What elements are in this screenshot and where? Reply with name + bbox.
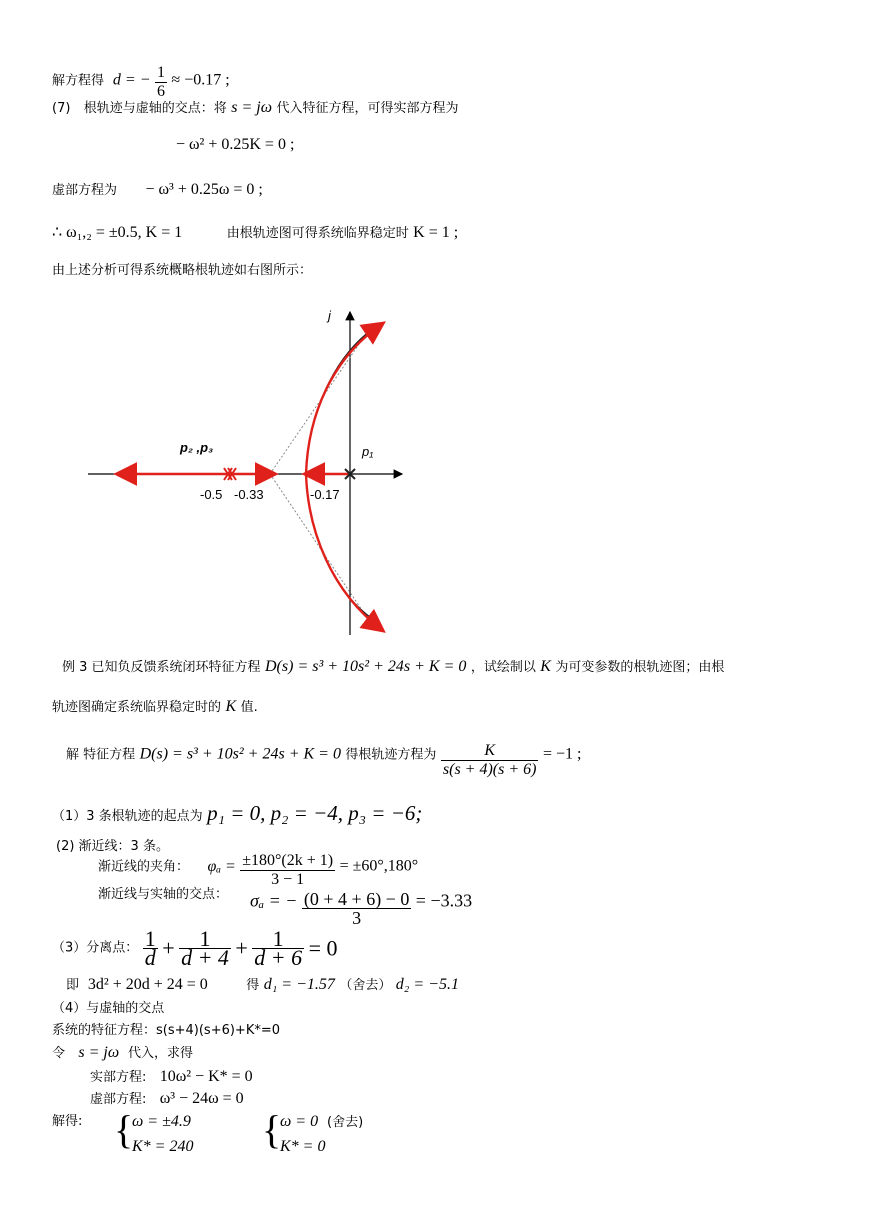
solution2-k: K* = 0 [280, 1138, 326, 1155]
math: D(s) = s³ + 10s² + 24s + K = 0 [139, 745, 341, 763]
math: ω³ − 24ω = 0 [159, 1090, 244, 1107]
math: s = jω [78, 1044, 120, 1061]
text: 令 [52, 1046, 66, 1061]
math: K [225, 698, 237, 715]
text: 渐近线的夹角： [98, 859, 190, 875]
denominator: d [144, 945, 156, 970]
breakaway-result-line [66, 976, 459, 995]
fraction-term3 [252, 926, 304, 970]
math: K [540, 658, 551, 675]
summary-line: 由上述分析可得系统概略根轨迹如右图所示： [52, 263, 313, 278]
text: 虚部方程: [90, 1092, 147, 1107]
text: 虚部方程为 [52, 183, 118, 198]
math: d₂ = −5.1 [395, 976, 459, 993]
math: ≈ −0.17 ; [171, 71, 230, 89]
fraction [302, 890, 411, 927]
text: 解 特征方程 [66, 747, 136, 763]
text: ，试绘制以 [470, 660, 536, 675]
solution1-omega: ω = ±4.9 [132, 1113, 191, 1130]
char-equation-line: 系统的特征方程：s(s+4)(s+6)+K*=0 [52, 1023, 281, 1038]
math: d₁ = −1.57 [263, 976, 335, 993]
text: 代入，求得 [128, 1046, 194, 1061]
real-part-line [90, 1068, 253, 1087]
brace-left-2: { [262, 1107, 282, 1152]
example3-statement-line2 [52, 698, 258, 717]
step3-line [52, 926, 338, 970]
text: 即 [66, 978, 80, 993]
math: D(s) = s³ + 10s² + 24s + K = 0 [265, 658, 467, 675]
numerator: (0 + 4 + 6) − 0 [303, 889, 410, 909]
fraction [155, 64, 167, 101]
denominator: s(s + 4)(s + 6) [442, 761, 537, 778]
breakaway-solution-line [52, 62, 230, 99]
solution2-omega-line [280, 1113, 363, 1132]
text: 例 3 已知负反馈系统闭环特征方程 [62, 660, 261, 675]
math: 10ω² − K* = 0 [159, 1068, 253, 1085]
real-equation: − ω² + 0.25K = 0 ; [176, 136, 295, 153]
denominator: 3 [352, 908, 362, 928]
pole-p23-label: p₂ ,p₃ [180, 440, 214, 455]
math: p₁ = 0, p₂ = −4, p₃ = −6; [207, 801, 423, 825]
asymptote-angle-line [98, 848, 419, 888]
locus-fraction [441, 742, 539, 779]
plus: + [235, 935, 248, 961]
critical-k-line [52, 224, 458, 243]
numerator: 1 [179, 930, 231, 949]
numerator: ±180°(2k + 1) [242, 852, 334, 869]
text: 为可变参数的根轨迹图；由根 [555, 660, 725, 675]
solve-label: 解得: [52, 1114, 83, 1129]
numerator: 1 [144, 926, 156, 951]
text: 得 [246, 978, 260, 993]
math: s = jω [231, 99, 273, 116]
text: 代入特征方程，可得实部方程为 [276, 101, 459, 116]
step7-line [52, 99, 458, 118]
tick-label-neg-0-5: -0.5 [200, 487, 223, 502]
text: 得根轨迹方程为 [345, 747, 437, 763]
denominator: 6 [156, 83, 165, 100]
step2-label: (2) 渐近线：3 条。 [56, 839, 169, 854]
text: 值. [240, 700, 258, 715]
asymptote-cross-eq [250, 884, 473, 928]
fraction-term2 [179, 926, 231, 970]
denominator: d + 4 [181, 945, 229, 970]
tick-label-neg-0-33: -0.33 [234, 487, 264, 502]
pole-p1-label: p₁ [362, 444, 374, 459]
text: 根轨迹与虚轴的交点：将 [83, 101, 227, 116]
solution1-k: K* = 240 [132, 1138, 194, 1155]
math: φₐ = [207, 857, 236, 875]
math: d = − [112, 71, 151, 89]
solution-line [66, 736, 582, 778]
step-label: (7) [52, 101, 71, 116]
math: K = 1 ; [413, 224, 459, 241]
brace-left-1: { [114, 1107, 134, 1152]
root-locus-figure [80, 300, 420, 640]
step4-label: （4）与虚轴的交点 [52, 1001, 165, 1016]
text: 实部方程: [90, 1070, 147, 1085]
text: 轨迹图确定系统临界稳定时的 [52, 700, 222, 715]
substitution-line [52, 1044, 193, 1063]
tick-label-neg-0-17: -0.17 [310, 487, 340, 502]
math: ω = 0 [280, 1113, 319, 1130]
text: (舍去) [327, 1115, 364, 1130]
math: 3d² + 20d + 24 = 0 [87, 976, 208, 993]
equals-zero: = 0 [308, 935, 338, 961]
asymptote-cross-line [98, 885, 228, 904]
math: σₐ = − [250, 890, 298, 911]
imag-axis-label: j [328, 308, 331, 323]
text: （1）3 条根轨迹的起点为 [52, 809, 203, 824]
text: （舍去） [339, 978, 392, 993]
fraction-term1 [143, 926, 158, 970]
math: = −3.33 [415, 890, 473, 911]
text: 渐近线与实轴的交点： [98, 887, 229, 902]
numerator: 1 [156, 64, 165, 81]
denominator: 3 − 1 [271, 871, 305, 888]
text: 由根轨迹图可得系统临界稳定时 [226, 226, 409, 241]
text: 解方程得 [52, 73, 105, 89]
math: − ω³ + 0.25ω = 0 ; [145, 181, 263, 198]
math: ∴ ω₁,₂ = ±0.5, K = 1 [52, 224, 183, 241]
step1-line [52, 801, 423, 826]
numerator: K [441, 742, 539, 761]
denominator: d + 6 [254, 945, 303, 970]
imag-equation-line [52, 181, 263, 200]
example3-statement-line1 [62, 658, 724, 677]
plus: + [162, 935, 175, 961]
text: （3）分离点： [52, 940, 139, 956]
math: = ±60°,180° [339, 857, 419, 875]
numerator: 1 [252, 930, 304, 949]
math: = −1 ; [542, 745, 582, 763]
